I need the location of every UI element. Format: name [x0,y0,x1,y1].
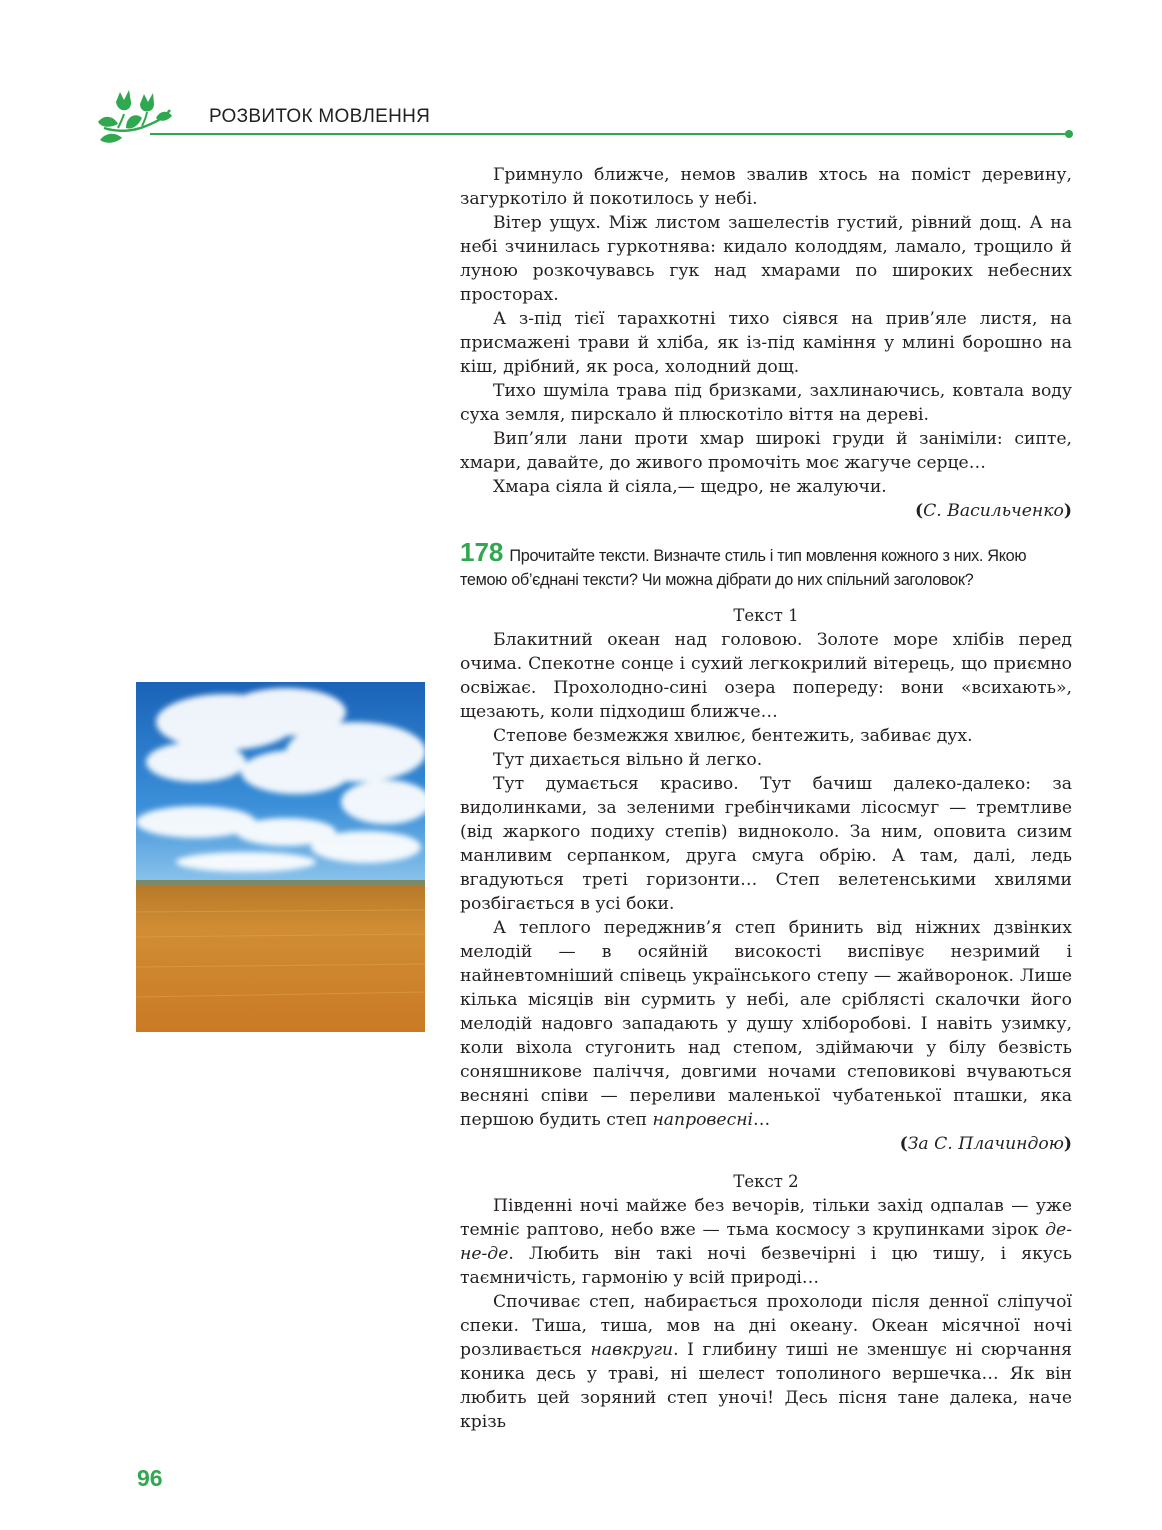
steppe-field-photo [136,682,425,1032]
paragraph: Вітер ущух. Між листом зашелестів густий, рівний дощ. А на небі зчинилась гуркотнява: кидало колоддям, ламало, трощило й луною розкочувавсь гук над хмарами по широких небесних просторах. [460,213,1072,305]
paragraph: Блакитний океан над головою. Золоте море хлібів перед очима. Спекотне сонце і сухий легкокрилий вітерець, що приємно освіжає. Прохолодно-сині озера попереду: вони «всихають», щезають, коли підходиш ближче… [460,630,1072,722]
page-header [0,0,1162,150]
paragraph: А теплого переджнив’я степ бринить від ніжних дзвінких мелодій — в осяйній високості виспівує незримий і найневтомніший співець українського степу — жайворонок. Лише кілька місяців він сурмить у небі, але сріблясті скалочки його мелодій надовго западають у душу хліборобові. І навіть узимку, коли віхола стугонить над степом, здіймаючи у білу безвість соняшникове паліччя, довгими ночами степовикові вчуваються весняні співи — переливи маленької чубатенької пташки, яка першою будить степ напровесні… [460,918,1072,1130]
text-heading: Текст 1 [733,606,799,625]
paragraph: Хмара сіяла й сіяла,— щедро, не жалуючи. [493,477,887,497]
section-title: РОЗВИТОК МОВЛЕННЯ [209,106,431,127]
steppe-field-illustration [136,682,425,1032]
flower-logo-icon [96,88,172,144]
source-attribution: (За С. Плачиндою) [899,1134,1072,1154]
paragraph: Степове безмежжя хвилює, бентежить, забиває дух. [493,726,973,746]
paragraph: Тут думається красиво. Тут бачиш далеко-далеко: за видолинками, за зеленими гребінчиками лісосмуг — тремтливе (від жаркого подиху степів) видноколо. За ним, оповита сизим манливим серпанком, друга смуга обрію. А там, далі, ледь вгадуються треті горизонти… Степ велетенськими хвилями розбігається в усі боки. [460,774,1072,914]
header-rule-dot [1065,130,1073,138]
exercise-instruction: Прочитайте тексти. Визначте стиль і тип мовлення кожного з них. Якою темою об’єднані тексти? Чи можна дібрати до них спільний заголовок? [460,547,1027,589]
paragraph: Тихо шуміла трава під бризками, захлинаючись, ковтала воду суха земля, пирскало й плюскотіло віття на дереві. [460,381,1072,425]
paragraph: А з-під тієї тарахкотні тихо сіявся на прив’яле листя, на присмажені трави й хліба, як із-під каміння у млині борошно на кіш, дрібний, як роса, холодний дощ. [460,309,1072,377]
paragraph: Тут дихається вільно й легко. [493,750,763,770]
exercise-number: 178 [460,537,504,567]
page-number: 96 [137,1465,163,1491]
exercise-178 [460,537,1076,592]
intro-text [460,163,1072,523]
paragraph: Спочиває степ, набирається прохолоди після денної сліпучої спеки. Тиша, тиша, мов на дні океану. Океан місячної ночі розливається навкруги. І глибину тиші не зменшує ні сюрчання коника десь у траві, ні шелест тополиного вершечка… Як він любить цей зоряний степ уночі! Десь пісня тане далека, наче крізь [460,1292,1072,1432]
text-heading: Текст 2 [733,1172,799,1191]
paragraph: Південні ночі майже без вечорів, тільки захід одпалав — уже темніє раптово, небо вже — тьма космосу з крупинками зірок де-не-де. Любить він такі ночі безвечірні і цю тишу, і якусь таємничість, гармонію у всій природі… [460,1196,1072,1288]
header-rule [150,133,1070,135]
source-attribution: (С. Васильченко) [914,501,1072,521]
paragraph: Гримнуло ближче, немов звалив хтось на поміст деревину, загуркотіло й покотилось у небі. [460,165,1072,209]
text-2 [460,1170,1072,1434]
paragraph: Вип’яли лани проти хмар широкі груди й заніміли: сипте, хмари, давайте, до живого промочіть моє жагуче серце… [460,429,1072,473]
text-1 [460,604,1072,1156]
